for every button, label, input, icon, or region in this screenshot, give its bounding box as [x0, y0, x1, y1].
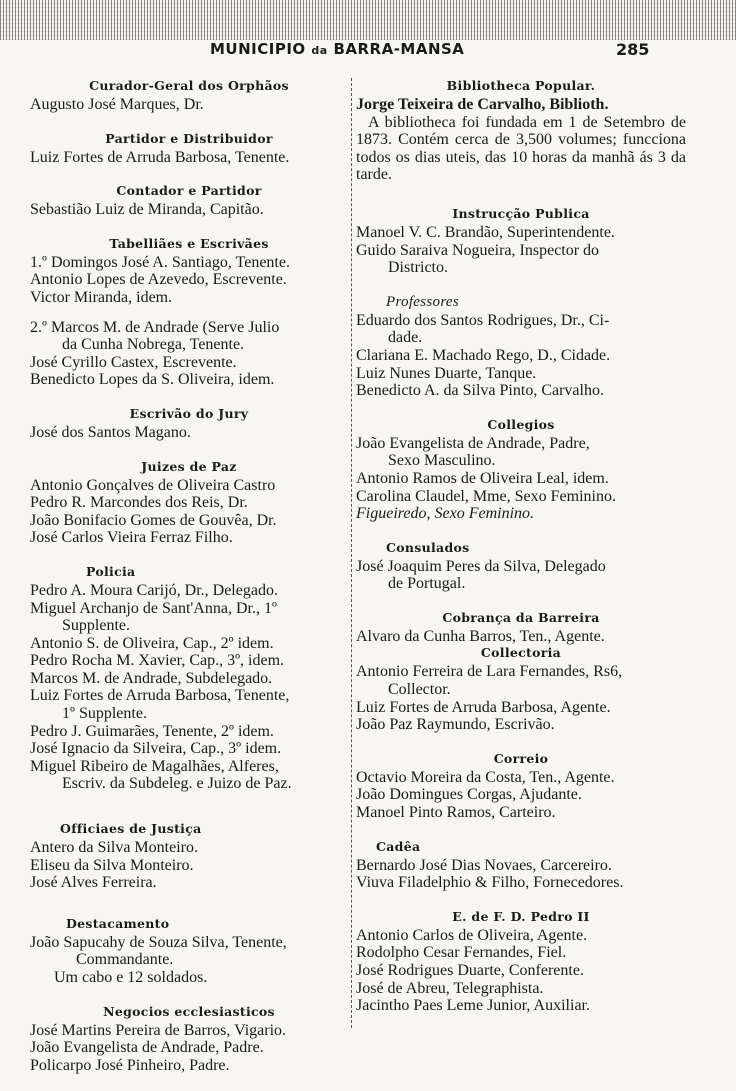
section-heading: Correio — [493, 750, 549, 766]
section-collegios — [356, 417, 686, 523]
entry: da Cunha Nobrega, Tenente. — [62, 336, 245, 354]
entry: Manoel V. C. Brandão, Superintendente. — [356, 223, 615, 241]
entry: Policarpo José Pinheiro, Padre. — [30, 1056, 230, 1074]
entry: José Joaquim Peres da Silva, Delegado — [356, 557, 606, 575]
entry: Um cabo e 12 soldados. — [54, 969, 208, 986]
section-heading: Cadêa — [376, 838, 421, 854]
page-title — [210, 40, 464, 58]
page-number: 285 — [616, 40, 650, 59]
section-curador — [30, 78, 348, 114]
entry: Sebastião Luiz de Miranda, Capitão. — [30, 201, 264, 219]
entry: Octavio Moreira da Costa, Ten., Agente. — [356, 768, 615, 786]
section-cadea — [356, 839, 686, 892]
entry: Figueiredo, Sexo Feminino. — [356, 505, 535, 523]
section-collectoria — [356, 645, 686, 733]
entry: Escriv. da Subdeleg. e Juizo de Paz. — [62, 775, 292, 793]
title-da: da — [311, 44, 328, 57]
entry: Supplente. — [62, 617, 130, 635]
entry: Victor Miranda, idem. — [30, 288, 173, 306]
entry: João Domingues Corgas, Ajudante. — [356, 786, 582, 804]
section-professores — [356, 294, 686, 400]
entry: Antonio Gonçalves de Oliveira Castro — [30, 476, 276, 494]
entry: José de Abreu, Telegraphista. — [356, 979, 544, 997]
entry: Pedro Rocha M. Xavier, Cap., 3º, idem. — [30, 652, 285, 670]
entry: José Martins Pereira de Barros, Vigario. — [30, 1021, 287, 1039]
entry: Jacintho Paes Leme Junior, Auxiliar. — [356, 997, 590, 1015]
entry: Miguel Archanjo de Sant'Anna, Dr., 1º — [30, 599, 277, 617]
section-consulados — [356, 540, 686, 593]
entry: Augusto José Marques, Dr. — [30, 96, 204, 113]
entry: João Sapucahy de Souza Silva, Tenente, — [30, 933, 287, 951]
entry: Benedicto A. da Silva Pinto, Carvalho. — [356, 382, 604, 400]
scan-noise — [0, 0, 736, 40]
entry: Pedro A. Moura Carijó, Dr., Delegado. — [30, 581, 278, 599]
entry: Eliseu da Silva Monteiro. — [30, 856, 194, 874]
title-municipio: MUNICIPIO — [210, 40, 306, 58]
entry: Antonio Ramos de Oliveira Leal, idem. — [356, 469, 609, 487]
entry: Alvaro da Cunha Barros, Ten., Agente. — [356, 627, 605, 645]
section-heading: Juizes de Paz — [141, 458, 237, 474]
section-contador — [30, 183, 348, 219]
section-destacamento — [30, 916, 348, 987]
entry: Collector. — [388, 681, 451, 699]
entry: Luiz Fortes de Arruda Barbosa, Tenente, — [30, 687, 290, 705]
section-juizes — [30, 459, 348, 547]
section-heading: Professores — [386, 293, 460, 310]
entry: Miguel Ribeiro de Magalhães, Alferes, — [30, 757, 279, 775]
right-column — [356, 78, 686, 1032]
entry: José Alves Ferreira. — [30, 874, 157, 892]
entry: Luiz Nunes Duarte, Tanque. — [356, 364, 537, 382]
section-officiaes — [30, 821, 348, 892]
section-heading: E. de F. D. Pedro II — [452, 908, 590, 924]
section-tabelliaes — [30, 236, 348, 307]
entry: José Cyrillo Castex, Escrevente. — [30, 353, 237, 371]
entry: José Ignacio da Silveira, Cap., 3º idem. — [30, 740, 282, 758]
section-heading: Policia — [86, 563, 136, 579]
section-heading: Consulados — [386, 539, 470, 555]
section-heading: Instrucção Publica — [452, 205, 590, 221]
section-instrucao — [356, 206, 686, 277]
section-heading: Destacamento — [66, 915, 170, 931]
entry: José Carlos Vieira Ferraz Filho. — [30, 529, 233, 547]
entry: Commandante. — [76, 951, 174, 969]
section-heading: Escrivão do Jury — [129, 405, 249, 421]
entry: José Rodrigues Duarte, Conferente. — [356, 962, 584, 979]
section-tabelliaes-2 — [30, 319, 348, 389]
entry: Antonio Carlos de Oliveira, Agente. — [356, 926, 588, 944]
title-barra-mansa: BARRA-MANSA — [333, 40, 465, 58]
entry: Marcos M. de Andrade, Subdelegado. — [30, 669, 273, 687]
entry: Antonio S. de Oliveira, Cap., 2º idem. — [30, 634, 274, 652]
entry: Antero da Silva Monteiro. — [30, 839, 198, 857]
entry: José dos Santos Magano. — [30, 423, 191, 441]
column-divider — [351, 78, 353, 1028]
entry: Carolina Claudel, Mme, Sexo Feminino. — [356, 487, 616, 505]
section-heading: Curador-Geral dos Orphãos — [89, 78, 289, 93]
section-negocios — [30, 1004, 348, 1075]
entry: Eduardo dos Santos Rodrigues, Dr., Ci- — [356, 311, 610, 329]
entry: João Evangelista de Andrade, Padre. — [30, 1039, 264, 1057]
entry: Jorge Teixeira de Carvalho, Biblioth. — [356, 96, 609, 113]
entry: Antonio Lopes de Azevedo, Escrevente. — [30, 271, 287, 289]
section-jury — [30, 406, 348, 442]
section-heading: Collegios — [487, 416, 555, 432]
entry: 1º Supplente. — [62, 705, 147, 723]
section-bibliotheca — [356, 78, 686, 184]
section-estrada — [356, 909, 686, 1015]
page-header — [0, 36, 736, 64]
entry: Manoel Pinto Ramos, Carteiro. — [356, 804, 556, 822]
entry: Bernardo José Dias Novaes, Carcereiro. — [356, 856, 612, 874]
bibliotheca-paragraph: A bibliotheca foi fundada em 1 de Setembro de 1873. Contém cerca de 3,500 volumes; funcciona todos os dias uteis, das 10 horas da manhã ás 3 da tarde. — [356, 113, 686, 184]
entry: Rodolpho Cesar Fernandes, Fiel. — [356, 944, 567, 962]
entry: Benedicto Lopes da S. Oliveira, idem. — [30, 371, 275, 389]
entry: Luiz Fortes de Arruda Barbosa, Agente. — [356, 698, 611, 716]
entry: 2.º Marcos M. de Andrade (Serve Julio — [30, 318, 280, 336]
entry: Districto. — [388, 259, 448, 277]
entry: Pedro R. Marcondes dos Reis, Dr. — [30, 494, 248, 512]
section-heading: Tabelliães e Escrivães — [109, 235, 269, 251]
entry: Viuva Filadelphio & Filho, Fornecedores. — [356, 874, 624, 892]
entry: de Portugal. — [388, 575, 466, 593]
entry: João Paz Raymundo, Escrivão. — [356, 716, 555, 734]
section-heading: Officiaes de Justiça — [60, 821, 202, 837]
section-correio — [356, 751, 686, 822]
section-cobranca — [356, 610, 686, 646]
entry: Guido Saraiva Nogueira, Inspector do — [356, 241, 600, 259]
section-partidor — [30, 131, 348, 167]
section-policia — [30, 564, 348, 793]
section-heading: Partidor e Distribuidor — [105, 130, 273, 146]
left-column — [30, 78, 348, 1091]
entry: Sexo Masculino. — [388, 452, 496, 470]
entry: João Evangelista de Andrade, Padre, — [356, 434, 590, 452]
section-heading: Negocios ecclesiasticos — [103, 1003, 275, 1019]
section-heading: Cobrança da Barreira — [442, 609, 600, 625]
entry: dade. — [388, 329, 423, 347]
entry: Antonio Ferreira de Lara Fernandes, Rs6, — [356, 663, 623, 681]
entry: 1.º Domingos José A. Santiago, Tenente. — [30, 253, 290, 271]
entry: Clariana E. Machado Rego, D., Cidade. — [356, 346, 611, 364]
section-heading: Contador e Partidor — [116, 183, 262, 199]
entry: Pedro J. Guimarães, Tenente, 2º idem. — [30, 722, 274, 740]
section-heading: Bibliotheca Popular. — [446, 78, 596, 93]
entry: Luiz Fortes de Arruda Barbosa, Tenente. — [30, 148, 290, 166]
section-heading: Collectoria — [480, 645, 562, 661]
entry: João Bonifacio Gomes de Gouvêa, Dr. — [30, 511, 277, 529]
